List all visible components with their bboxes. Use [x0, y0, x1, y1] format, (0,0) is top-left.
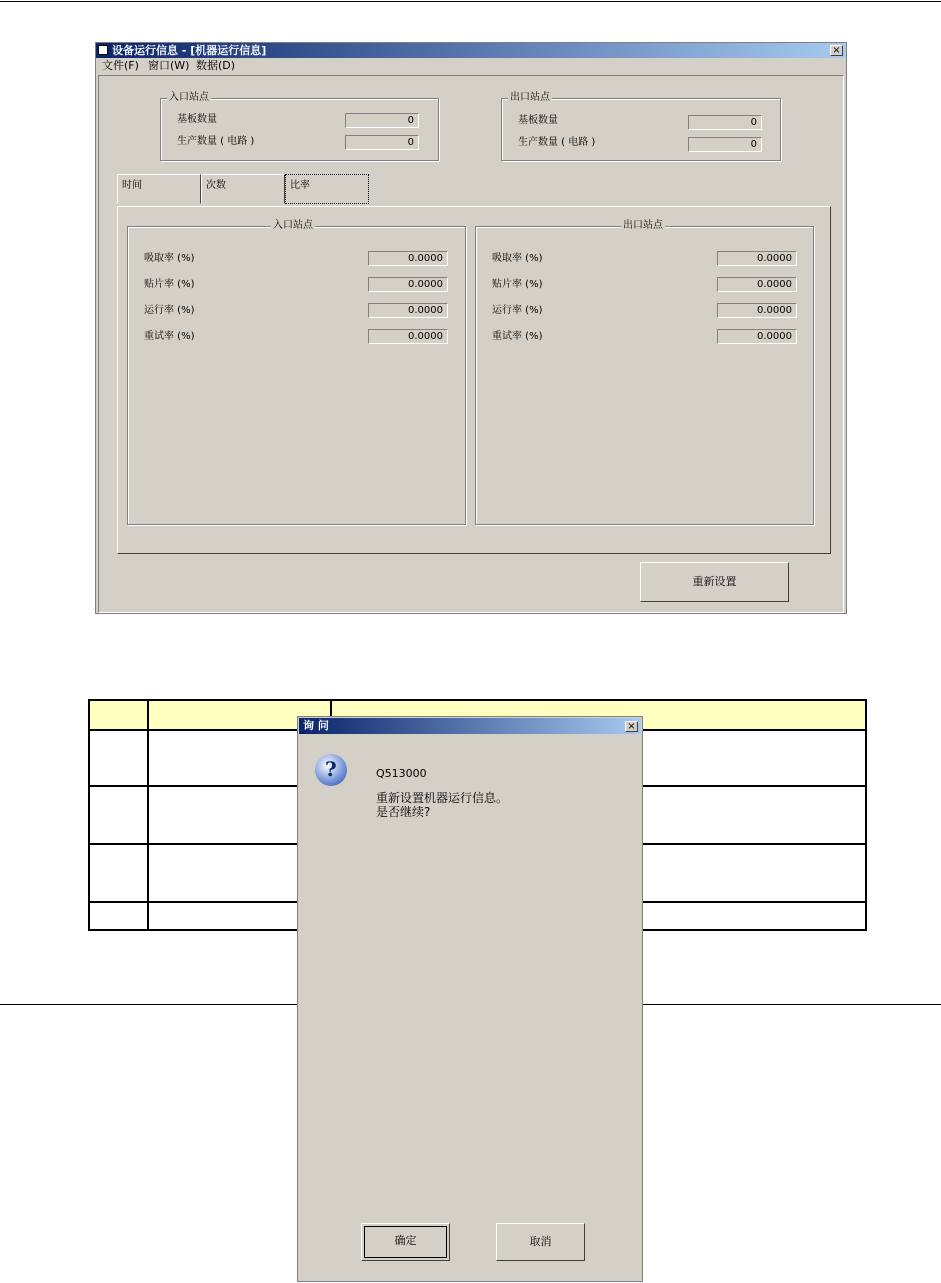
entrance-board-count-field: 0: [345, 113, 419, 128]
window-title: 设备运行信息 - [机器运行信息]: [112, 44, 267, 57]
close-button[interactable]: ×: [830, 45, 843, 56]
entrance-retry-rate-label: 重试率 (%): [144, 331, 195, 342]
entrance-group: [160, 92, 439, 161]
question-icon: [315, 754, 347, 786]
dialog-message-line2: 是否继续?: [376, 805, 431, 819]
machine-info-window: [95, 42, 847, 614]
client-area: [98, 75, 844, 613]
table-cell: [89, 730, 148, 786]
confirm-dialog: [297, 716, 643, 1282]
exit-placement-rate-field: 0.0000: [717, 277, 797, 292]
entrance-pickup-rate-field: 0.0000: [368, 251, 448, 266]
exit-operation-rate-field: 0.0000: [717, 303, 797, 318]
exit-group: [501, 92, 781, 161]
dialog-title: 询 问: [303, 719, 329, 732]
entrance-operation-rate-label: 运行率 (%): [144, 305, 195, 316]
exit-board-count-field: 0: [688, 115, 762, 130]
cancel-button[interactable]: 取消: [496, 1223, 585, 1261]
exit-board-count-label: 基板数量: [518, 115, 558, 126]
ratio-exit-group: [475, 220, 814, 525]
app-icon: [98, 45, 108, 55]
entrance-pickup-rate-label: 吸取率 (%): [144, 253, 195, 264]
dialog-message-line1: 重新设置机器运行信息。: [376, 791, 509, 805]
exit-placement-rate-label: 贴片率 (%): [492, 279, 543, 290]
entrance-board-count-label: 基板数量: [177, 114, 217, 125]
menu-file[interactable]: 文件(F): [102, 59, 139, 72]
exit-pickup-rate-field: 0.0000: [717, 251, 797, 266]
menu-data[interactable]: 数据(D): [196, 59, 236, 72]
tab-time[interactable]: 时间: [117, 174, 201, 204]
exit-group-label: 出口站点: [510, 92, 550, 103]
entrance-placement-rate-label: 贴片率 (%): [144, 279, 195, 290]
tab-panel-ratio: [117, 206, 831, 554]
entrance-group-label: 入口站点: [169, 92, 209, 103]
entrance-operation-rate-field: 0.0000: [368, 303, 448, 318]
table-cell: [89, 902, 148, 930]
entrance-placement-rate-field: 0.0000: [368, 277, 448, 292]
title-bar[interactable]: [96, 43, 846, 58]
reset-button[interactable]: 重新设置: [640, 562, 789, 602]
ratio-entrance-group-label: 入口站点: [273, 220, 313, 231]
ratio-entrance-group: [127, 220, 466, 525]
top-rule: [0, 1, 941, 2]
table-cell: [89, 844, 148, 902]
exit-operation-rate-label: 运行率 (%): [492, 305, 543, 316]
tab-ratio[interactable]: 比率: [285, 174, 369, 204]
entrance-production-count-field: 0: [345, 135, 419, 150]
ratio-exit-group-label: 出口站点: [623, 220, 663, 231]
dialog-title-bar[interactable]: [299, 718, 641, 734]
table-cell: [89, 786, 148, 844]
question-mark: ?: [325, 757, 337, 781]
exit-production-count-label: 生产数量 ( 电路 ): [518, 137, 596, 148]
exit-retry-rate-field: 0.0000: [717, 329, 797, 344]
entrance-retry-rate-field: 0.0000: [368, 329, 448, 344]
tab-count[interactable]: 次数: [201, 174, 285, 204]
ok-button[interactable]: 确定: [361, 1223, 450, 1261]
dialog-code: Q513000: [376, 767, 427, 780]
dialog-close-button[interactable]: ×: [625, 721, 638, 732]
exit-pickup-rate-label: 吸取率 (%): [492, 253, 543, 264]
menu-window[interactable]: 窗口(W): [148, 59, 190, 72]
entrance-production-count-label: 生产数量 ( 电路 ): [177, 136, 255, 147]
exit-production-count-field: 0: [688, 137, 762, 152]
exit-retry-rate-label: 重试率 (%): [492, 331, 543, 342]
table-header-cell: [89, 700, 148, 730]
